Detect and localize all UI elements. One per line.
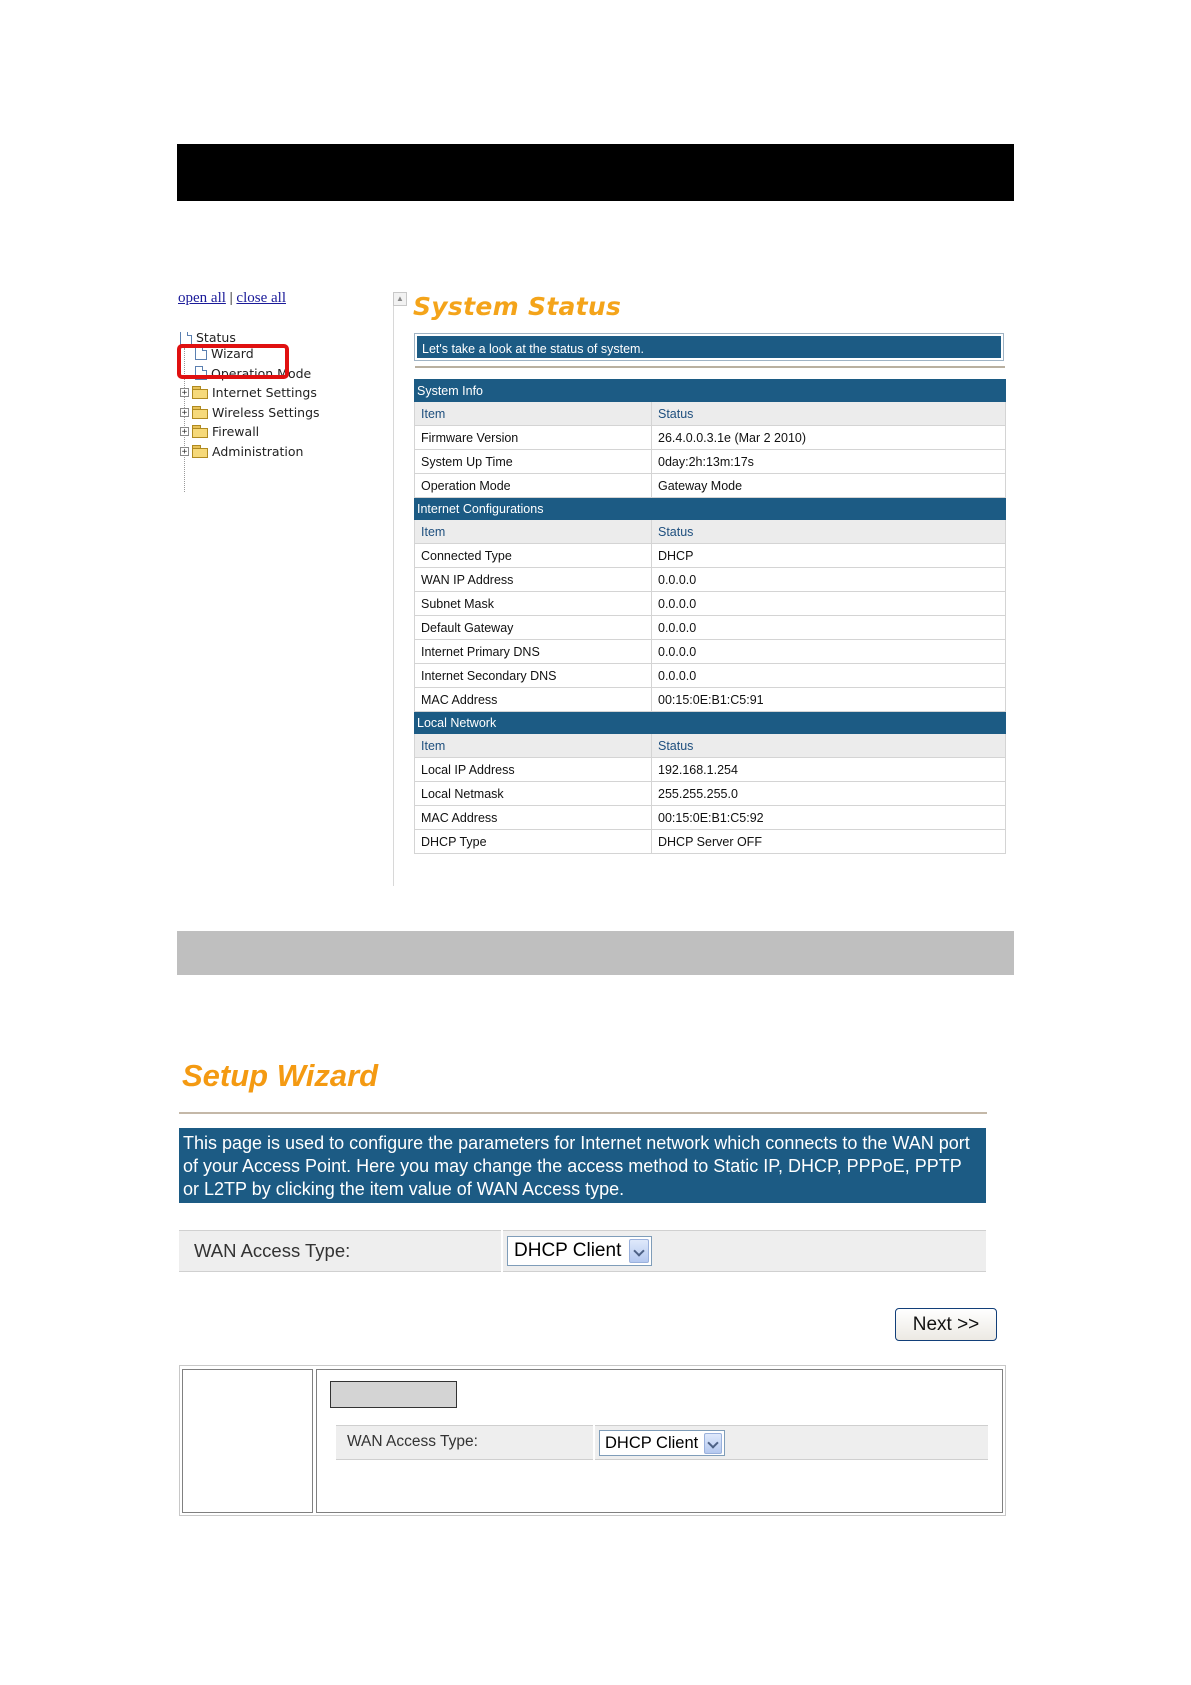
select-value: DHCP Client (605, 1433, 699, 1452)
value-cell: Gateway Mode (652, 474, 1006, 498)
folder-icon (192, 386, 208, 398)
wan-access-type-label: WAN Access Type: (194, 1240, 351, 1261)
next-button[interactable]: Next >> (895, 1308, 997, 1341)
value-cell: 0.0.0.0 (652, 592, 1006, 616)
table-header-row (415, 402, 1006, 426)
item-cell: Internet Secondary DNS (415, 664, 652, 688)
table-row (415, 830, 1006, 854)
close-all-link[interactable]: close all (236, 290, 286, 306)
section-row (415, 712, 1006, 734)
column-header: Item (415, 402, 652, 426)
tree-item-firewall[interactable] (180, 422, 259, 440)
system-status-title: System Status (413, 292, 622, 321)
folder-icon (192, 425, 208, 437)
item-cell: Internet Primary DNS (415, 640, 652, 664)
setup-wizard-title: Setup Wizard (182, 1058, 379, 1093)
value-cell: 0.0.0.0 (652, 568, 1006, 592)
expand-plus-icon[interactable]: + (181, 387, 188, 398)
section-heading-bar (177, 931, 1014, 975)
item-cell: MAC Address (415, 806, 652, 830)
tree-item-label: Status (196, 332, 236, 345)
tree-item-label: Wireless Settings (212, 404, 320, 420)
value-cell: 00:15:0E:B1:C5:91 (652, 688, 1006, 712)
chevron-down-icon[interactable] (704, 1433, 722, 1454)
table-row (415, 688, 1006, 712)
column-header: Status (652, 520, 1006, 544)
scroll-up-icon[interactable]: ▲ (393, 292, 407, 306)
table-row (415, 616, 1006, 640)
column-header: Status (652, 734, 1006, 758)
blank-field-box (330, 1381, 457, 1408)
scrollbar-track[interactable] (393, 306, 394, 886)
folder-icon (192, 406, 208, 418)
select-value: DHCP Client (514, 1240, 622, 1261)
system-status-intro: Let's take a look at the status of system. (415, 334, 1003, 360)
wan-access-type-select[interactable] (507, 1236, 652, 1266)
table-row (415, 568, 1006, 592)
table-row (415, 474, 1006, 498)
section-title: Local Network (415, 712, 1006, 734)
value-cell: 0.0.0.0 (652, 616, 1006, 640)
table-row (415, 544, 1006, 568)
item-cell: Default Gateway (415, 616, 652, 640)
section-row (415, 380, 1006, 402)
layout-table-cell-left (182, 1369, 313, 1513)
item-cell: Connected Type (415, 544, 652, 568)
column-header: Item (415, 734, 652, 758)
item-cell: Firmware Version (415, 426, 652, 450)
value-cell: 192.168.1.254 (652, 758, 1006, 782)
tree-item-label: Administration (212, 443, 304, 459)
expand-plus-icon[interactable]: + (181, 426, 188, 437)
table-header-row (415, 520, 1006, 544)
column-header: Status (652, 402, 1006, 426)
item-cell: DHCP Type (415, 830, 652, 854)
value-cell: 255.255.255.0 (652, 782, 1006, 806)
wizard-highlight-box (177, 344, 289, 379)
tree-item-label: Wizard (211, 345, 254, 361)
item-cell: MAC Address (415, 688, 652, 712)
column-header: Item (415, 520, 652, 544)
table-row (415, 450, 1006, 474)
tree-item-internet-settings[interactable] (180, 383, 317, 401)
table-row (415, 640, 1006, 664)
tree-item-administration[interactable] (180, 442, 303, 460)
section-row (415, 498, 1006, 520)
value-cell: 0.0.0.0 (652, 640, 1006, 664)
tree-item-label: Internet Settings (212, 384, 317, 400)
value-cell: 00:15:0E:B1:C5:92 (652, 806, 1006, 830)
tree-expand-links (178, 290, 286, 307)
item-cell: System Up Time (415, 450, 652, 474)
system-status-table (414, 379, 1006, 854)
wan-access-type-select[interactable] (599, 1430, 725, 1456)
divider (593, 1425, 595, 1460)
chapter-header-bar (177, 144, 1014, 201)
value-cell: 0.0.0.0 (652, 664, 1006, 688)
chevron-down-icon[interactable] (629, 1239, 649, 1263)
section-title: System Info (415, 380, 1006, 402)
tree-item-label: Firewall (212, 423, 260, 439)
divider (415, 366, 1005, 368)
table-row (415, 758, 1006, 782)
item-cell: Local Netmask (415, 782, 652, 806)
divider (501, 1230, 503, 1272)
item-cell: Subnet Mask (415, 592, 652, 616)
table-header-row (415, 734, 1006, 758)
value-cell: 26.4.0.0.3.1e (Mar 2 2010) (652, 426, 1006, 450)
link-separator: | (229, 290, 233, 306)
setup-wizard-description: This page is used to configure the parameters for Internet network which connects to the WAN port of your Access Point. Here you may change the access method to Static IP, DHCP, PPPoE, PPTP or L2TP by clicking the item value of WAN Access type. (179, 1128, 986, 1203)
open-all-link[interactable]: open all (178, 290, 226, 306)
tree-item-wireless-settings[interactable] (180, 403, 320, 421)
table-row (415, 806, 1006, 830)
item-cell: Operation Mode (415, 474, 652, 498)
expand-plus-icon[interactable]: + (181, 407, 188, 418)
tree-item-label: Operation Mode (211, 365, 312, 381)
wan-access-type-label: WAN Access Type: (347, 1433, 478, 1450)
folder-icon (192, 445, 208, 457)
value-cell: DHCP Server OFF (652, 830, 1006, 854)
item-cell: WAN IP Address (415, 568, 652, 592)
value-cell: 0day:2h:13m:17s (652, 450, 1006, 474)
section-title: Internet Configurations (415, 498, 1006, 520)
table-row (415, 426, 1006, 450)
value-cell: DHCP (652, 544, 1006, 568)
item-cell: Local IP Address (415, 758, 652, 782)
table-row (415, 592, 1006, 616)
divider (179, 1112, 987, 1114)
table-row (415, 664, 1006, 688)
expand-plus-icon[interactable]: + (181, 446, 188, 457)
table-row (415, 782, 1006, 806)
